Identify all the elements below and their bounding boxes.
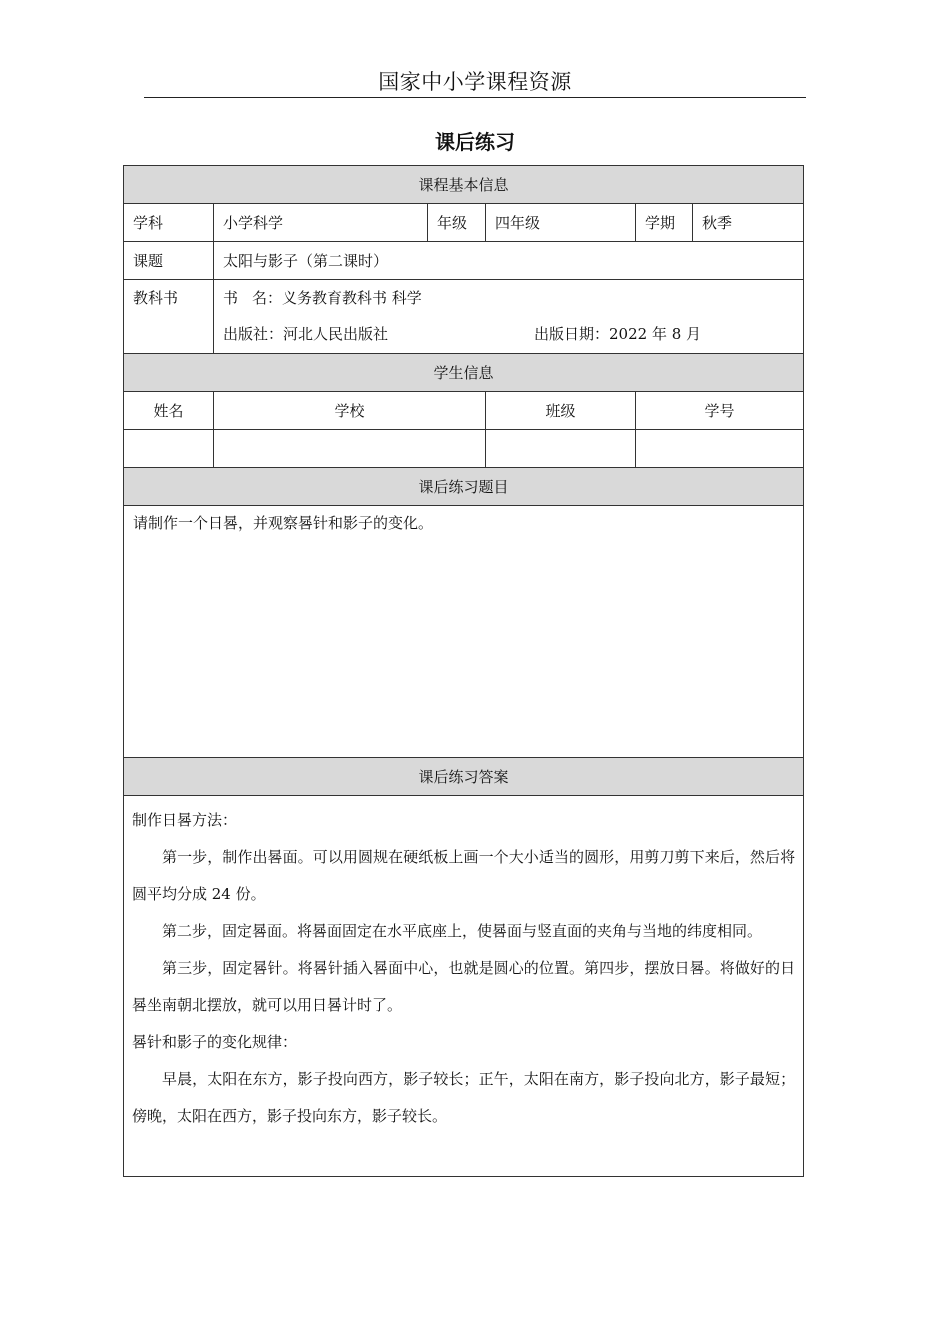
student-id-label: 学号	[636, 392, 804, 430]
rule-text: 早晨，太阳在东方，影子投向西方，影子较长；正午，太阳在南方，影子投向北方，影子最短；傍晚，太阳在西方，影子投向东方，影子较长。	[132, 1070, 796, 1125]
student-id-field[interactable]	[636, 430, 804, 468]
student-school-field[interactable]	[214, 430, 486, 468]
exercise-header: 课后练习题目	[124, 468, 804, 506]
pub-date-label: 出版日期：	[534, 325, 610, 343]
publisher-line	[214, 316, 803, 352]
publisher-label: 出版社：	[223, 325, 284, 343]
grade-value: 四年级	[486, 204, 636, 242]
header-title: 国家中小学课程资源	[378, 70, 572, 94]
book-name-value: 义务教育教科书 科学	[282, 289, 422, 307]
subject-value: 小学科学	[214, 204, 428, 242]
pub-date-value: 2022 年 8 月	[609, 325, 702, 343]
document-title: 课后练习	[435, 130, 515, 154]
method-heading: 制作日晷方法：	[132, 811, 238, 829]
exercise-question: 请制作一个日晷，并观察晷针和影子的变化。	[124, 506, 804, 758]
subject-label: 学科	[124, 204, 214, 242]
student-name-field[interactable]	[124, 430, 214, 468]
answer-step-2: 第二步，固定晷面。将晷面固定在水平底座上，使晷面与竖直面的夹角与当地的纬度相同。	[162, 922, 763, 940]
grade-label: 年级	[428, 204, 486, 242]
answer-step-3: 第三步，固定晷针。将晷针插入晷面中心，也就是圆心的位置。第四步，摆放日晷。将做好的日晷坐南朝北摆放，就可以用日晷计时了。	[132, 959, 796, 1014]
student-school-label: 学校	[214, 392, 486, 430]
student-info-header: 学生信息	[124, 354, 804, 392]
header-divider	[144, 97, 806, 98]
topic-label: 课题	[124, 242, 214, 280]
textbook-label: 教科书	[133, 289, 179, 307]
student-name-label: 姓名	[124, 392, 214, 430]
topic-value: 太阳与影子（第二课时）	[214, 242, 804, 280]
course-info-header: 课程基本信息	[124, 166, 804, 204]
term-label: 学期	[636, 204, 693, 242]
book-name-label-suffix: 名：	[252, 289, 283, 307]
rule-heading: 晷针和影子的变化规律：	[132, 1033, 298, 1051]
answer-step-1: 第一步，制作出晷面。可以用圆规在硬纸板上画一个大小适当的圆形，用剪刀剪下来后，然后将圆平均分成 24 份。	[132, 848, 796, 903]
publisher-value: 河北人民出版社	[283, 325, 389, 343]
student-class-field[interactable]	[486, 430, 636, 468]
term-value: 秋季	[693, 204, 804, 242]
book-name-line	[214, 280, 803, 316]
student-class-label: 班级	[486, 392, 636, 430]
answer-header: 课后练习答案	[124, 758, 804, 796]
book-name-label: 书	[223, 289, 239, 307]
exercise-form-table	[123, 165, 804, 1177]
answer-content	[124, 796, 804, 1177]
